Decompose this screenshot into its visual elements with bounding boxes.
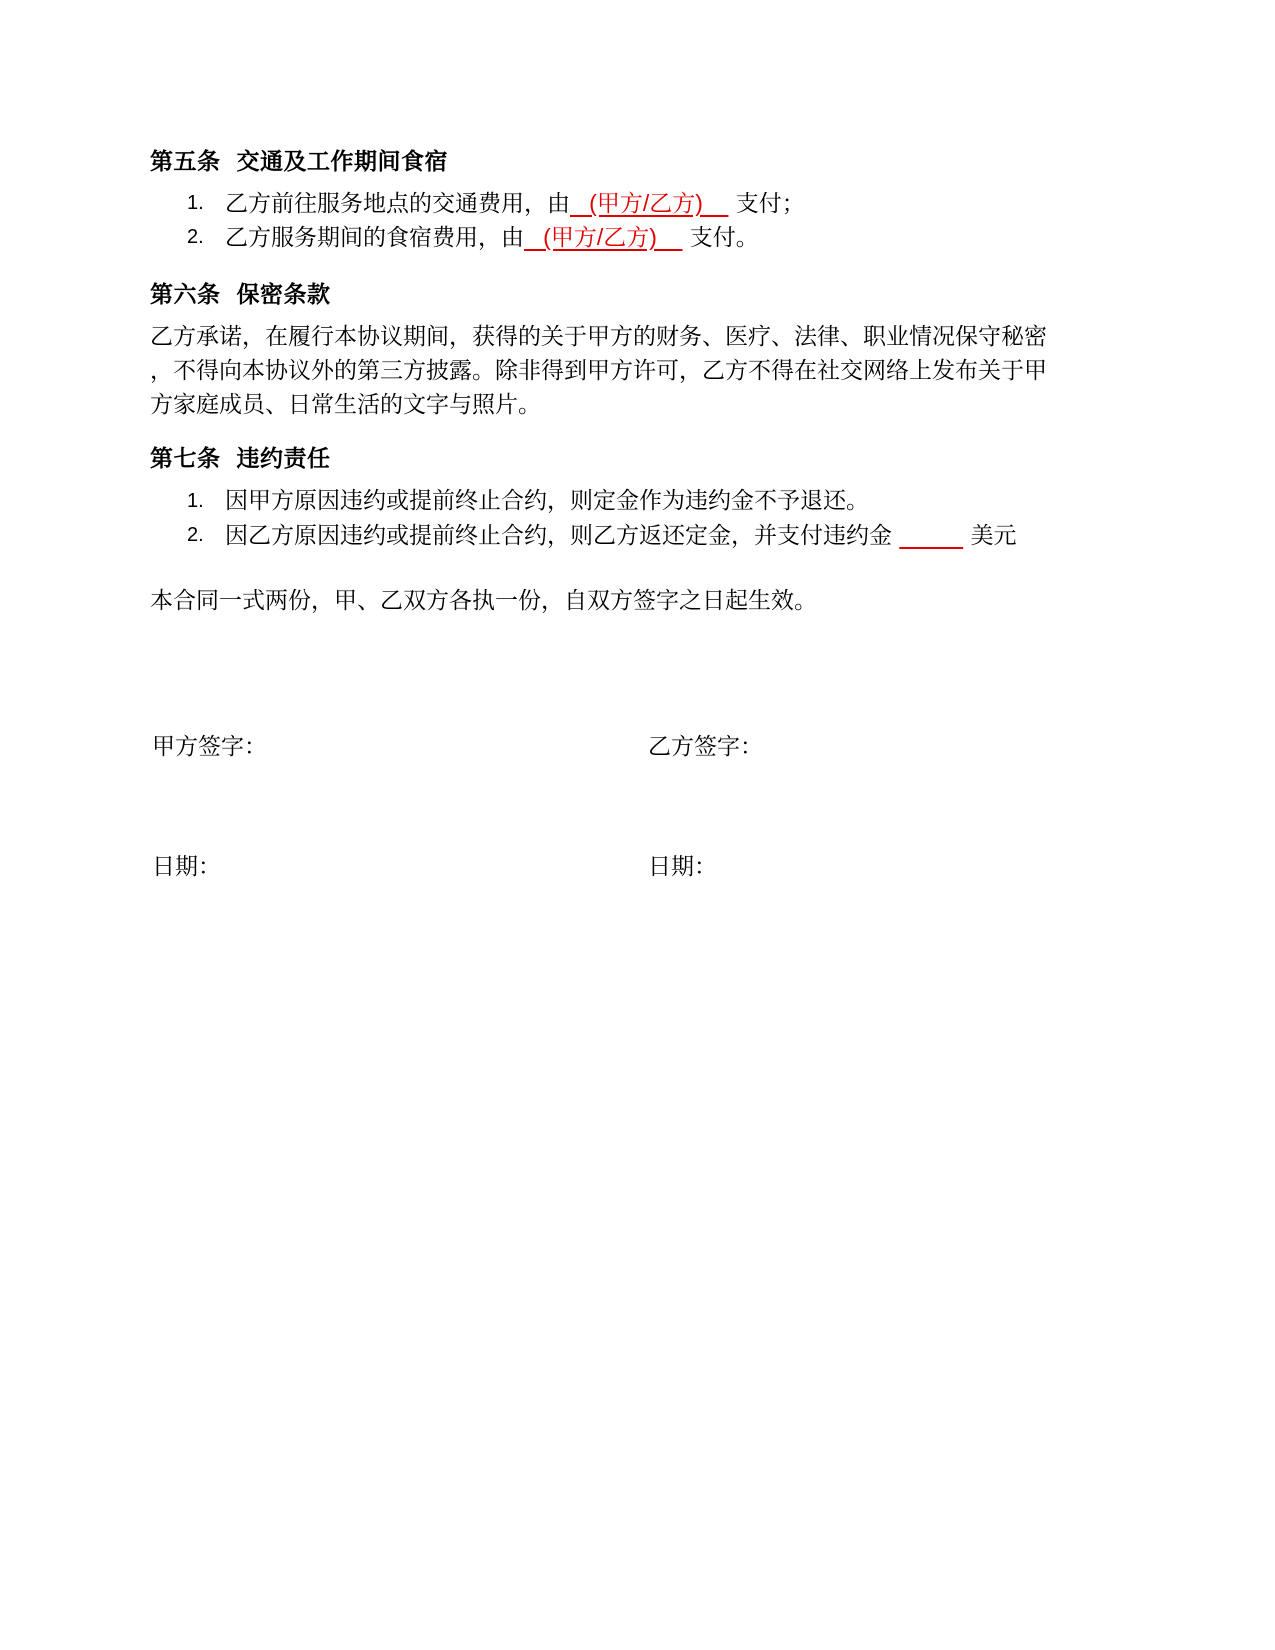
party-b-date-label: 日期： (648, 854, 717, 880)
list-number: 2. (187, 524, 204, 546)
item-text-after: 支付； (735, 191, 805, 217)
list-number: 2. (187, 226, 204, 248)
party-b-signature-label: 乙方签字： (648, 734, 763, 760)
confidentiality-paragraph (150, 320, 1130, 422)
section5-heading-num: 第五条 (150, 149, 221, 175)
item-text-after: 美元 (970, 523, 1017, 549)
paragraph-line: ，不得向本协议外的第三方披露。除非得到甲方许可，乙方不得在社交网络上发布关于甲 (150, 358, 1047, 384)
list-text (225, 220, 759, 255)
item-text-after: 支付。 (689, 225, 759, 251)
party-a-date-label: 日期： (152, 854, 221, 880)
section5-heading (150, 143, 448, 176)
list-number: 1. (187, 490, 204, 512)
party-a-signature-label: 甲方签字： (152, 734, 267, 760)
section6-heading (150, 276, 331, 309)
fill-blank-payer-lodging[interactable]: (甲方/乙方) (524, 224, 683, 250)
paragraph-line: 方家庭成员、日常生活的文字与照片。 (150, 392, 541, 418)
section6-heading-title: 保密条款 (236, 282, 331, 308)
list-number: 1. (187, 192, 204, 214)
list-text: 因甲方原因违约或提前终止合约，则定金作为违约金不予退还。 (225, 488, 869, 514)
section7-heading-title: 违约责任 (236, 446, 331, 472)
section7-heading-num: 第七条 (150, 446, 221, 472)
section6-heading-num: 第六条 (150, 282, 221, 308)
closing-statement: 本合同一式两份，甲、乙双方各执一份，自双方签字之日起生效。 (150, 588, 817, 614)
item-text-before: 乙方前往服务地点的交通费用，由 (225, 191, 570, 217)
fill-blank-payer-transport[interactable]: (甲方/乙方) (570, 190, 729, 216)
section7-heading (150, 440, 331, 473)
item-text-before: 乙方服务期间的食宿费用，由 (225, 225, 524, 251)
list-text (225, 518, 1017, 553)
fill-blank-penalty-amount[interactable] (899, 522, 963, 548)
list-text (225, 186, 805, 221)
item-text-before: 因乙方原因违约或提前终止合约，则乙方返还定金，并支付违约金 (225, 523, 892, 549)
section5-heading-title: 交通及工作期间食宿 (236, 149, 448, 175)
paragraph-line: 乙方承诺，在履行本协议期间，获得的关于甲方的财务、医疗、法律、职业情况保守秘密 (150, 324, 1047, 350)
